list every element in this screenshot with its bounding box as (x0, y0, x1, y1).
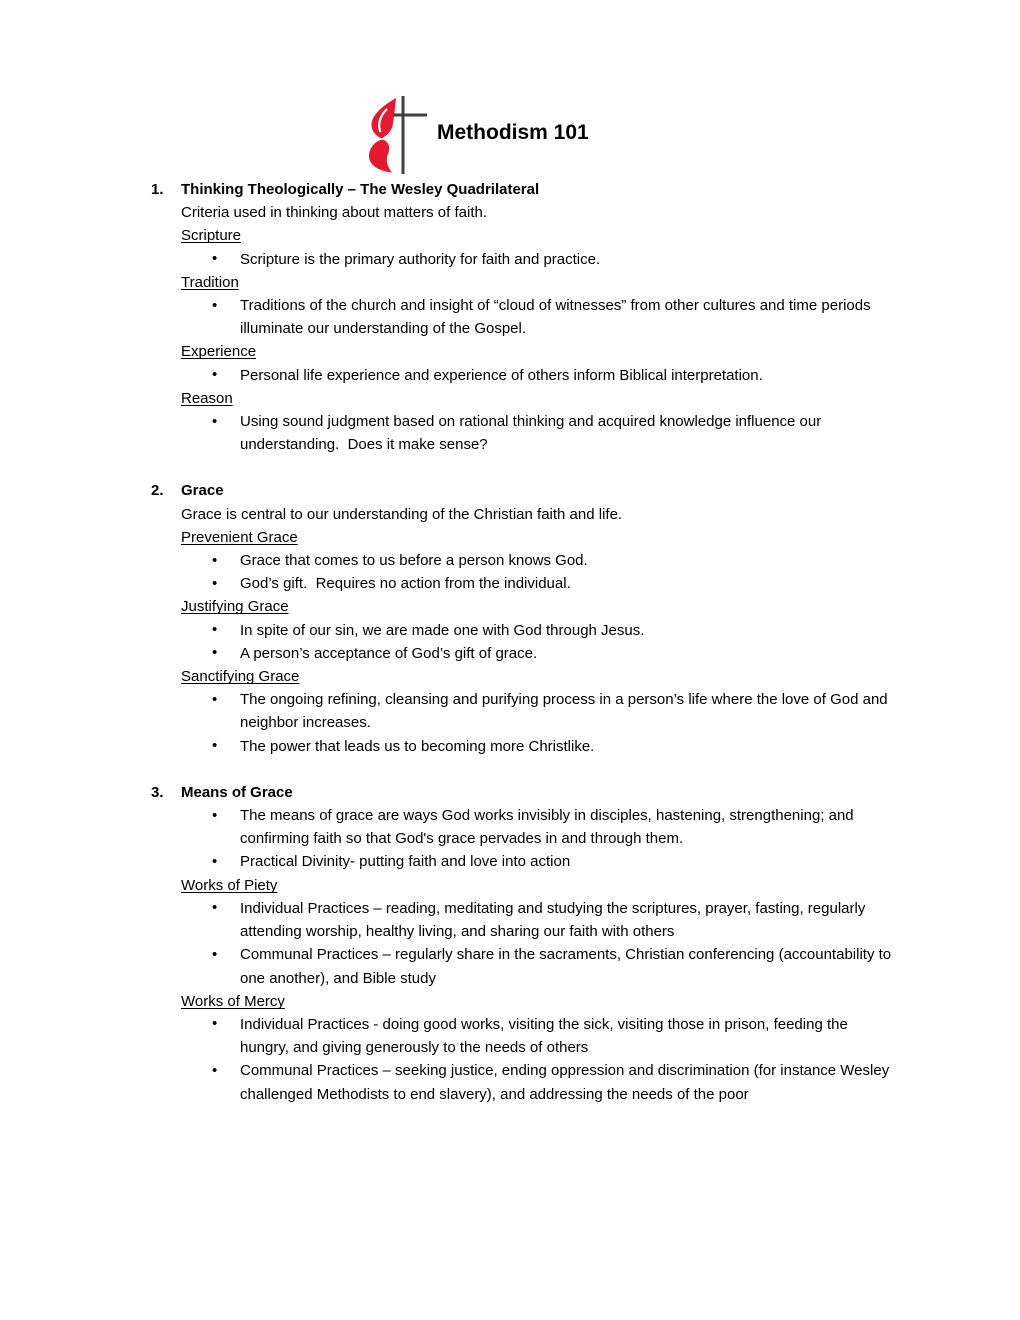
section-number: 2. (151, 482, 164, 500)
bullet-icon: • (212, 250, 218, 268)
bullet-icon: • (212, 366, 218, 384)
bullet-text: The power that leads us to becoming more Christlike. (240, 737, 595, 755)
section (150, 781, 902, 1106)
bullet-icon: • (212, 296, 218, 314)
bullet-icon: • (212, 644, 218, 662)
subheading: Works of Piety (181, 876, 278, 894)
bullet-item (150, 897, 902, 943)
section-heading (150, 479, 902, 502)
section (150, 479, 902, 757)
bullet-icon: • (212, 574, 218, 592)
bullet-item (150, 804, 902, 850)
bullet-item (150, 549, 902, 572)
bullet-icon: • (212, 806, 218, 824)
bullet-icon: • (212, 551, 218, 569)
subheading: Experience (181, 343, 257, 361)
bullet-text: Communal Practices – seeking justice, ending oppression and discrimination (for instance Wesley challenged Methodists to end slavery), and addressing the needs of the poor (240, 1062, 894, 1103)
subheading: Scripture (181, 227, 242, 245)
bullet-text: Practical Divinity- putting faith and love into action (240, 853, 571, 871)
bullet-icon: • (212, 1015, 218, 1033)
section-title: Thinking Theologically – The Wesley Quadrilateral (181, 181, 540, 198)
subheading: Tradition (181, 273, 239, 291)
bullet-item (150, 294, 902, 340)
bullet-text: Individual Practices - doing good works, visiting the sick, visiting those in prison, feeding the hungry, and giving generously to the needs of others (240, 1015, 852, 1057)
section-heading (150, 781, 902, 804)
bullet-text: Personal life experience and experience of others inform Biblical interpretation. (240, 366, 763, 384)
bullet-icon: • (212, 899, 218, 917)
bullet-icon: • (212, 737, 218, 755)
bullet-text: Scripture is the primary authority for faith and practice. (240, 250, 601, 268)
document-body (150, 178, 902, 1106)
bullet-item (150, 1013, 902, 1059)
bullet-text: A person’s acceptance of God’s gift of grace. (240, 644, 538, 662)
bullet-text: Using sound judgment based on rational thinking and acquired knowledge influence our understanding. Does it make sense? (240, 413, 826, 454)
bullet-item (150, 619, 902, 642)
bullet-item (150, 364, 902, 387)
subheading: Works of Mercy (181, 992, 285, 1010)
document-title: Methodism 101 (437, 121, 589, 144)
bullet-icon: • (212, 945, 218, 963)
bullet-item (150, 688, 902, 734)
bullet-text: Communal Practices – regularly share in the sacraments, Christian conferencing (accountability to one another), and Bible study (240, 946, 896, 987)
subheading: Reason (181, 389, 233, 407)
paragraph: Criteria used in thinking about matters of faith. (181, 204, 487, 222)
bullet-icon: • (212, 412, 218, 430)
bullet-text: The ongoing refining, cleansing and purifying process in a person’s life where the love of God and neighbor increases. (240, 691, 892, 732)
bullet-icon: • (212, 690, 218, 708)
bullet-item (150, 850, 902, 873)
bullet-item (150, 943, 902, 989)
section-title: Means of Grace (181, 783, 293, 801)
bullet-item (150, 1059, 902, 1105)
umc-cross-and-flame-icon (365, 92, 440, 187)
bullet-text: Traditions of the church and insight of “cloud of witnesses” from other cultures and time periods illuminate our understanding of the Gospel. (240, 297, 875, 338)
paragraph: Grace is central to our understanding of the Christian faith and life. (181, 505, 623, 523)
bullet-icon: • (212, 852, 218, 870)
bullet-icon: • (212, 1061, 218, 1079)
bullet-text: In spite of our sin, we are made one with God through Jesus. (240, 621, 645, 639)
section-heading (150, 178, 902, 201)
bullet-text: Individual Practices – reading, meditating and studying the scriptures, prayer, fasting, regularly attending worship, healthy living, and sharing our faith with others (240, 899, 870, 941)
bullet-text: Grace that comes to us before a person knows God. (240, 552, 588, 570)
subheading: Sanctifying Grace (181, 668, 300, 686)
section (150, 178, 902, 456)
bullet-item (150, 248, 902, 271)
subheading: Prevenient Grace (181, 528, 298, 546)
bullet-item (150, 410, 902, 456)
section-number: 1. (151, 181, 164, 198)
section-number: 3. (151, 783, 164, 801)
bullet-item (150, 572, 902, 595)
bullet-icon: • (212, 621, 218, 639)
subheading: Justifying Grace (181, 598, 289, 616)
section-title: Grace (181, 482, 224, 500)
bullet-text: God’s gift. Requires no action from the individual. (240, 575, 571, 593)
bullet-item (150, 735, 902, 758)
bullet-item (150, 642, 902, 665)
bullet-text: The means of grace are ways God works invisibly in disciples, hastening, strengthening; and confirming faith so that God's grace pervades in and through them. (240, 807, 858, 848)
